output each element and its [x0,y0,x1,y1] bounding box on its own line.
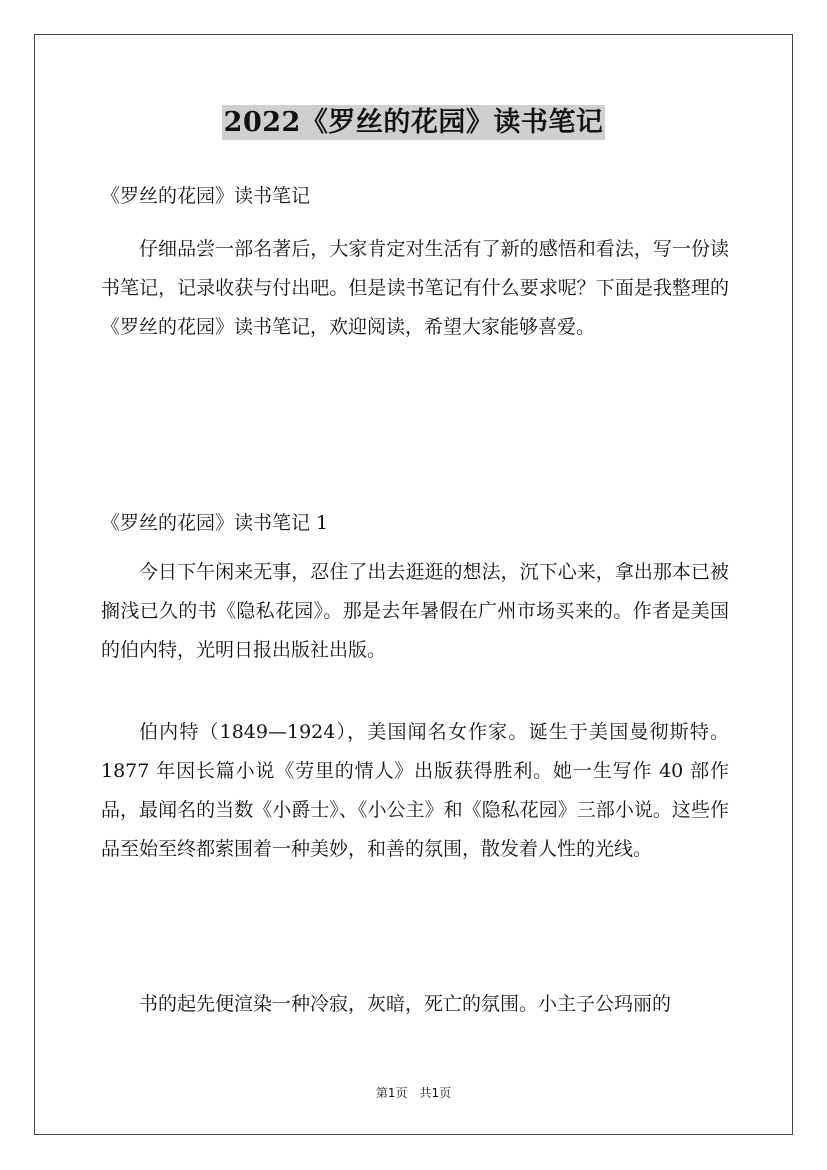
paragraph-3: 书的起先便渲染一种冷寂，灰暗，死亡的氛围。小主子公玛丽的 [139,993,672,1015]
intro-paragraph: 仔细品尝一部名著后，大家肯定对生活有了新的感悟和看法，写一份读书笔记，记录收获与付出吧。但是读书笔记有什么要求呢？下面是我整理的《罗丝的花园》读书笔记，欢迎阅读，希望大家能够喜爱。 [101,238,729,338]
document-subtitle: 《罗丝的花园》读书笔记 [101,185,311,207]
page-footer: 第1页 共1页 [375,1086,452,1100]
document-title: 2022《罗丝的花园》读书笔记 [223,107,604,138]
document-title-wrap [0,100,827,139]
paragraph-2: 伯内特（1849—1924），美国闻名女作家。诞生于美国曼彻斯特。1877 年因长篇小说《劳里的情人》出版获得胜利。她一生写作 40 部作品，最闻名的当数《小爵士》、《小公主》和《隐私花园》三部小说。这些作品至始至终都萦围着一种美妙，和善的氛围，散发着人性的光线。 [101,721,729,860]
paragraph-1: 今日下午闲来无事，忍住了出去逛逛的想法，沉下心来，拿出那本已被搁浅已久的书《隐私花园》。那是去年暑假在广州市场买来的。作者是美国的伯内特，光明日报出版社出版。 [101,561,729,661]
section-heading-1: 《罗丝的花园》读书笔记 1 [101,512,329,534]
